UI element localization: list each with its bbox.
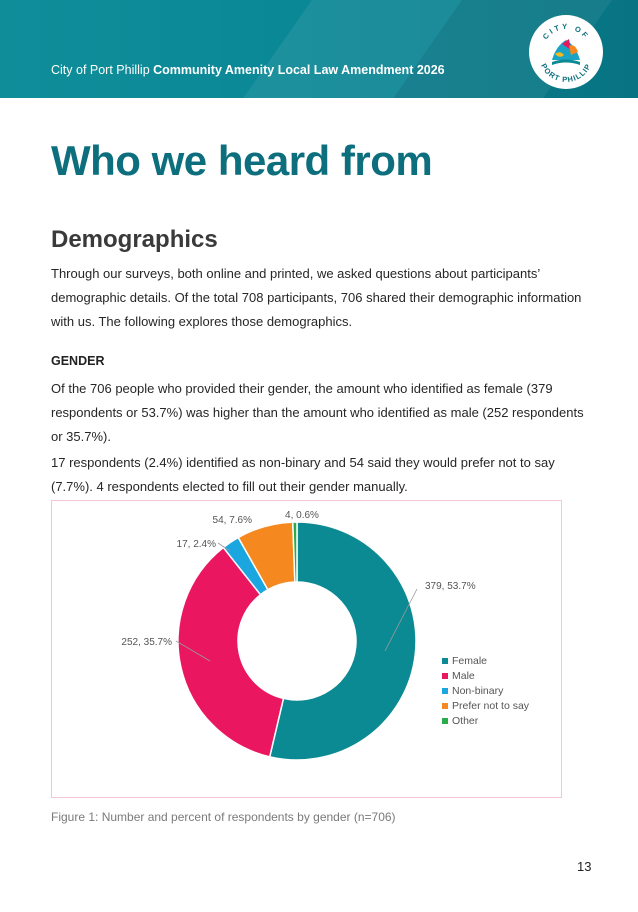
data-label-male: 252, 35.7% bbox=[121, 637, 172, 648]
legend-label-non-binary: Non-binary bbox=[452, 685, 504, 697]
svg-text:PORT PHILLIP bbox=[539, 62, 593, 84]
section-title: Demographics bbox=[51, 226, 218, 253]
data-label-non-binary: 17, 2.4% bbox=[176, 539, 216, 550]
data-label-prefer-not-to-say: 54, 7.6% bbox=[212, 515, 252, 526]
legend-label-male: Male bbox=[452, 670, 475, 682]
legend-swatch-non-binary bbox=[442, 688, 448, 694]
gender-paragraph-1: Of the 706 people who provided their gender, the amount who identified as female (379 respondents or 53.7%) was higher than the amount who identified as male (252 respondents or 35.7%). bbox=[51, 381, 584, 444]
header-title bbox=[51, 63, 445, 77]
legend-swatch-prefer-not-to-say bbox=[442, 703, 448, 709]
legend-label-female: Female bbox=[452, 655, 488, 667]
header-document-title: Community Amenity Local Law Amendment 2026 bbox=[153, 63, 445, 77]
legend-swatch-other bbox=[442, 718, 448, 724]
legend-label-other: Other bbox=[452, 715, 479, 727]
legend-label-prefer-not-to-say: Prefer not to say bbox=[452, 700, 530, 712]
logo-bottom-text: PORT PHILLIP bbox=[539, 61, 593, 85]
gender-chart-container bbox=[51, 500, 562, 798]
intro-paragraph: Through our surveys, both online and printed, we asked questions about participants’ demographic details. Of the total 708 participants, 706 shared their demographic information with us. The following explores those demographics. bbox=[51, 266, 582, 329]
gender-heading: GENDER bbox=[51, 354, 105, 368]
page-number: 13 bbox=[577, 859, 592, 874]
legend-swatch-male bbox=[442, 673, 448, 679]
gender-paragraph-2: 17 respondents (2.4%) identified as non-binary and 54 said they would prefer not to say (7.7%). 4 respondents elected to fill out their gender manually. bbox=[51, 455, 555, 494]
gender-donut-chart bbox=[52, 501, 563, 799]
data-label-other: 4, 0.6% bbox=[285, 510, 319, 521]
figure-caption: Figure 1: Number and percent of respondents by gender (n=706) bbox=[51, 810, 396, 824]
data-label-female: 379, 53.7% bbox=[425, 581, 476, 592]
legend-swatch-female bbox=[442, 658, 448, 664]
header-org: City of Port Phillip bbox=[51, 63, 150, 77]
svg-text:CITY OF bbox=[541, 22, 592, 41]
logo-top-text: CITY OF bbox=[540, 21, 592, 42]
page-title: Who we heard from bbox=[51, 137, 433, 184]
city-logo bbox=[529, 15, 603, 89]
logo-emblem-icon bbox=[552, 39, 580, 65]
